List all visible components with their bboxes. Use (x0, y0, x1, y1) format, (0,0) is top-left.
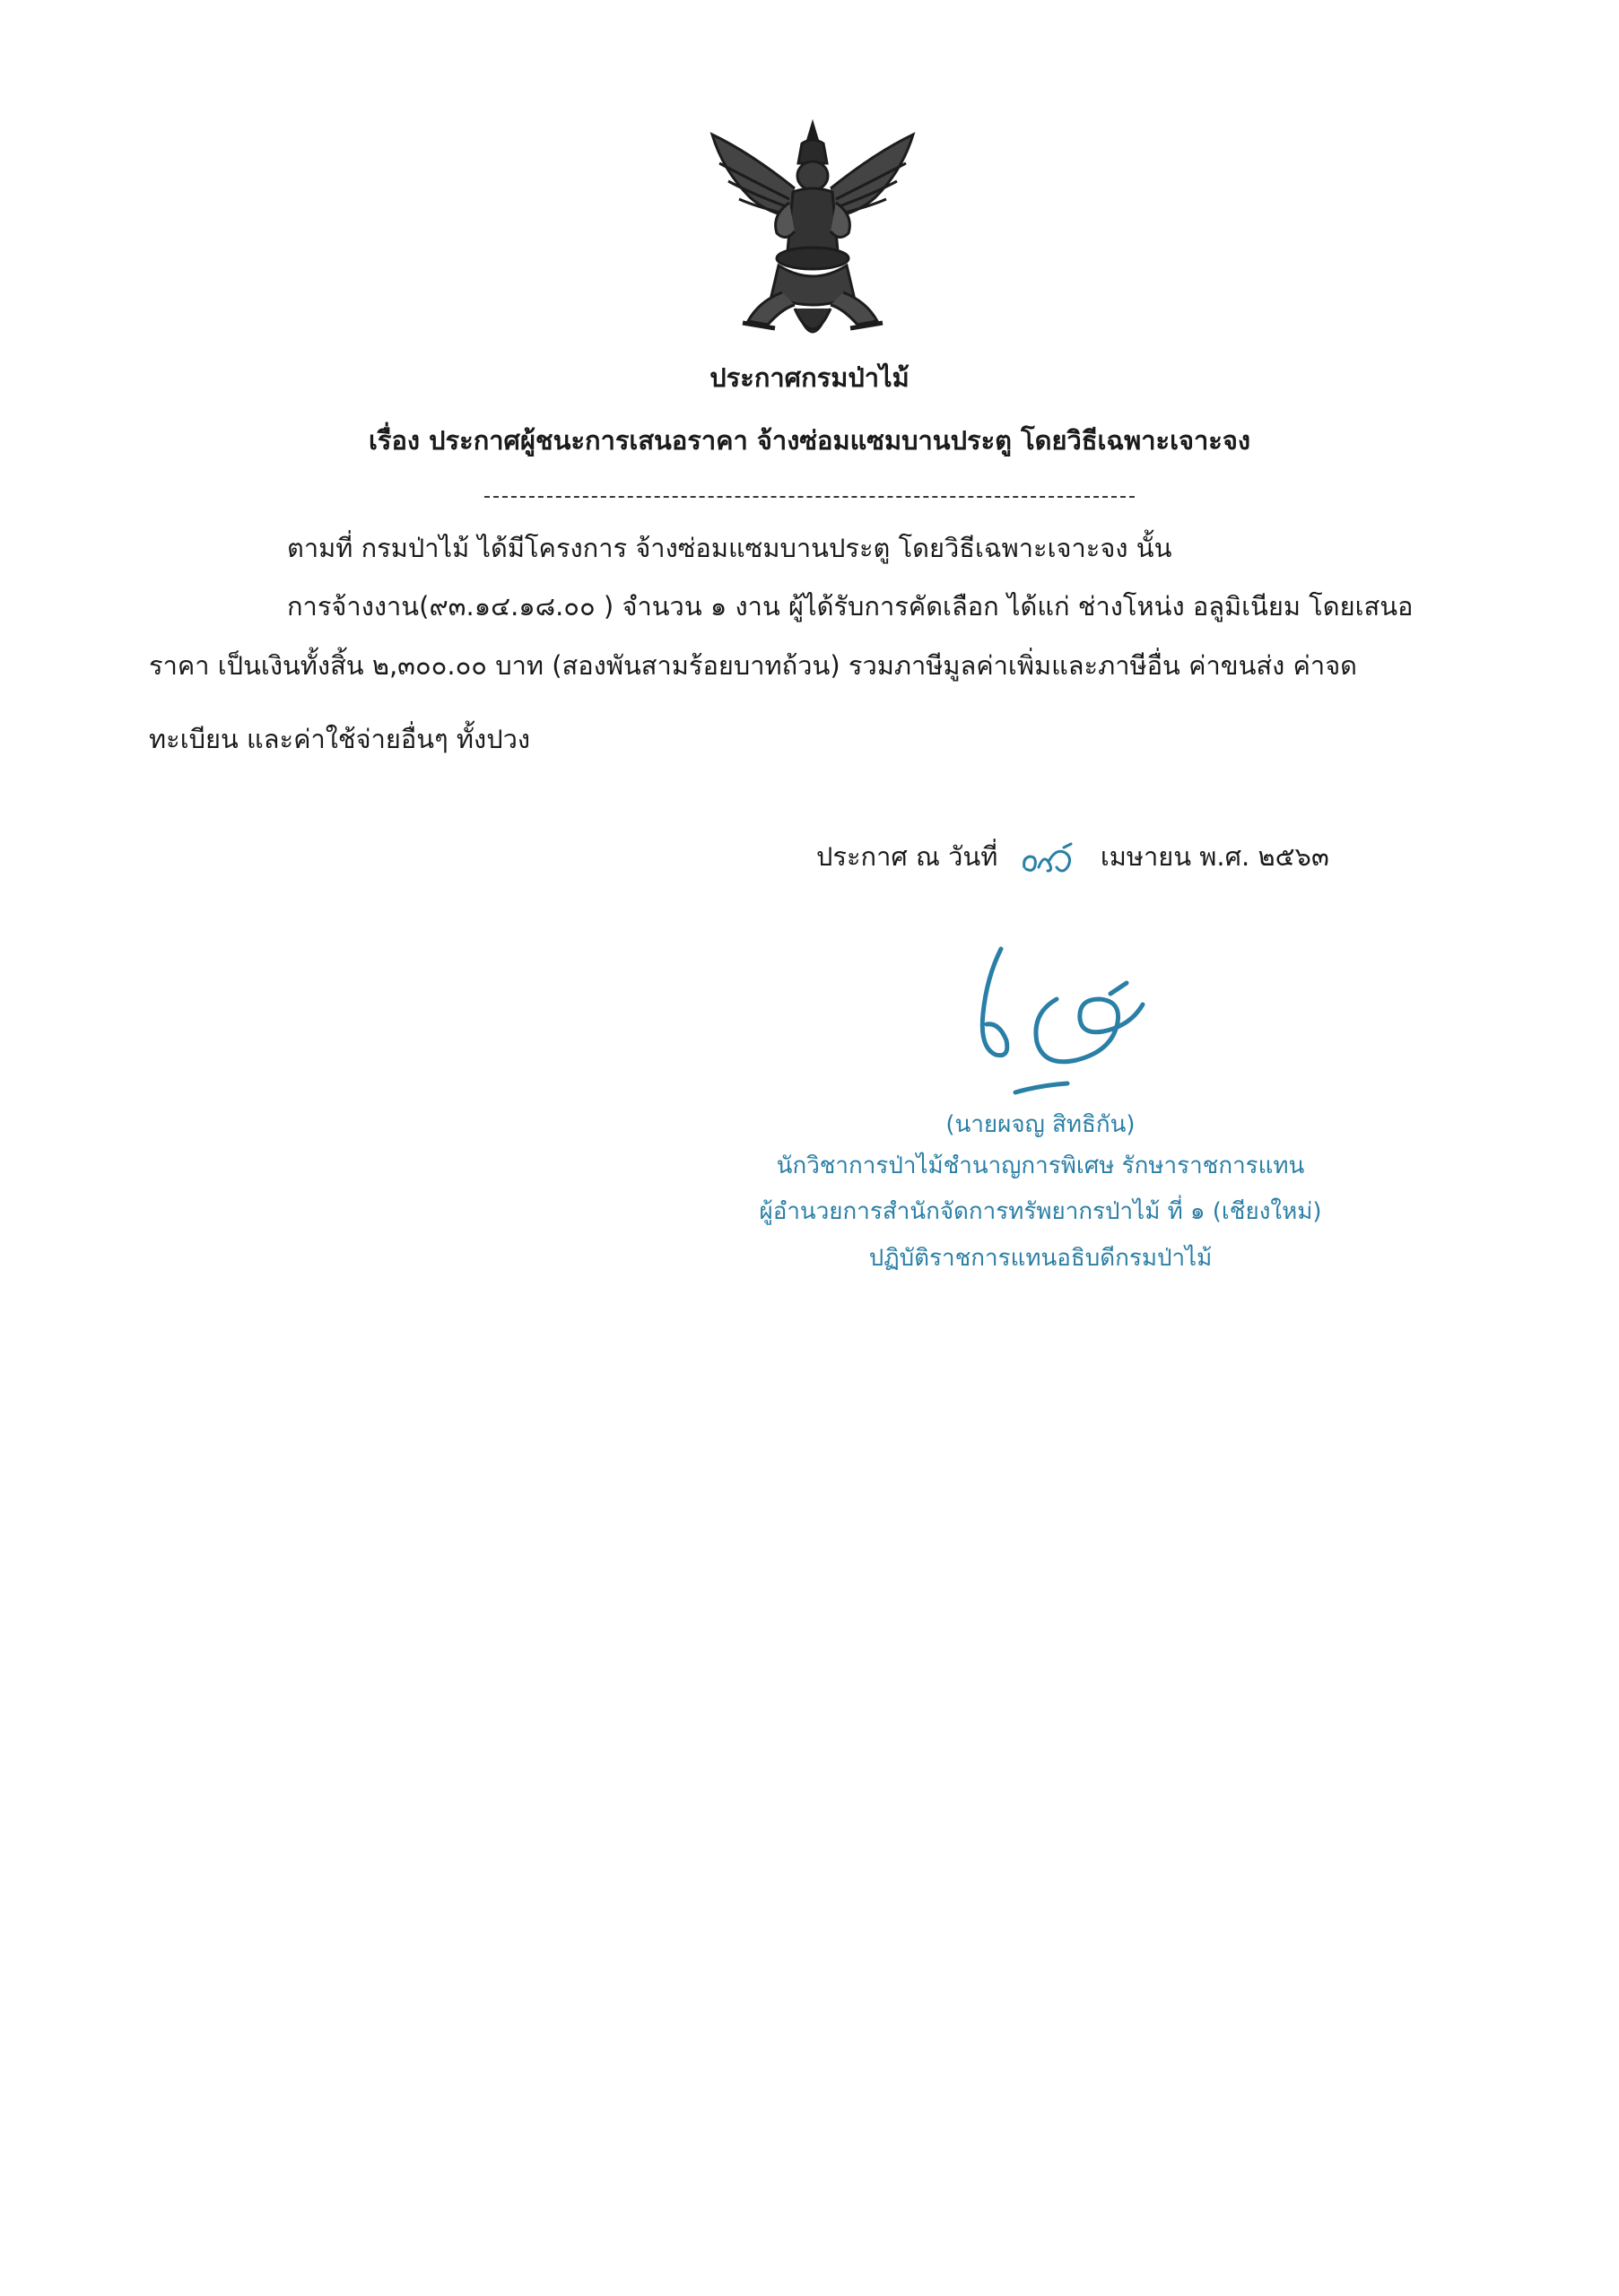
signatory-acting: ปฏิบัติราชการแทนอธิบดีกรมป่าไม้ (868, 1245, 1213, 1272)
date-prefix: ประกาศ ณ วันที่ (816, 841, 998, 872)
handwritten-day (1017, 840, 1080, 876)
page-title: ประกาศกรมป่าไม้ (709, 362, 910, 393)
date-suffix: เมษายน พ.ศ. ๒๕๖๓ (1100, 841, 1329, 872)
announcement-date (816, 836, 1329, 877)
subject-heading: เรื่อง ประกาศผู้ชนะการเสนอราคา จ้างซ่อมแซมบานประตู โดยวิธีเฉพาะเจาะจง (368, 425, 1251, 456)
signatory-position: นักวิชาการป่าไม้ชำนาญการพิเศษ รักษาราชการแทน (776, 1152, 1305, 1179)
body-paragraph-line: ทะเบียน และค่าใช้จ่ายอื่นๆ ทั้งปวง (149, 724, 531, 754)
signatory-office: ผู้อำนวยการสำนักจัดการทรัพยากรป่าไม้ ที่ ๑ (เชียงใหม่) (759, 1198, 1322, 1225)
handwritten-signature-icon (960, 942, 1166, 1099)
dashed-divider (484, 496, 1135, 498)
signatory-name: (นายผจญ สิทธิกัน) (945, 1111, 1136, 1138)
garuda-emblem-icon (696, 117, 929, 357)
body-paragraph-line: ราคา เป็นเงินทั้งสิ้น ๒,๓๐๐.๐๐ บาท (สองพันสามร้อยบาทถ้วน) รวมภาษีมูลค่าเพิ่มและภาษีอื่น ค่าขนส่ง ค่าจด (149, 650, 1358, 681)
body-paragraph-line: การจ้างงาน(๙๓.๑๔.๑๘.๐๐ ) จำนวน ๑ งาน ผู้ได้รับการคัดเลือก ได้แก่ ช่างโหน่ง อลูมิเนียม โดยเสนอ (287, 591, 1414, 622)
body-paragraph-line: ตามที่ กรมป่าไม้ ได้มีโครงการ จ้างซ่อมแซมบานประตู โดยวิธีเฉพาะเจาะจง นั้น (287, 533, 1172, 563)
